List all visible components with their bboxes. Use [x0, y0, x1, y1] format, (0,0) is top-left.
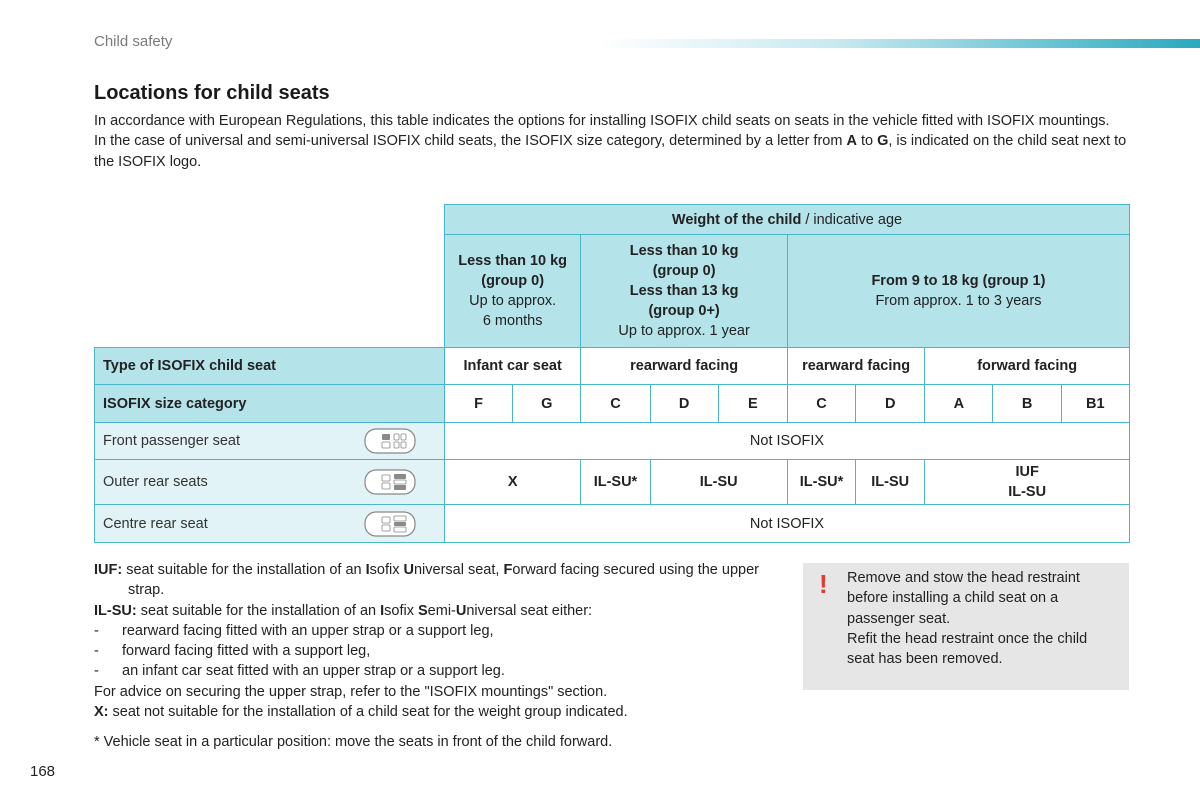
warning-text-2: Refit the head restraint once the child seat has been removed.: [847, 630, 1088, 668]
dash-glyph: -: [94, 622, 99, 639]
section-label: Child safety: [94, 33, 173, 50]
group-0-line-1: Less than 10 kg: [458, 253, 568, 269]
size-cell: D: [856, 385, 925, 423]
isofix-table: [94, 204, 1130, 543]
header-gradient-bar: [600, 39, 1200, 48]
intro-letter-g: G: [877, 133, 889, 150]
intro-text-to: to: [856, 133, 878, 150]
group-header-row: [95, 235, 1130, 348]
type-infant: Infant car seat: [444, 348, 580, 385]
page-number: 168: [30, 763, 56, 780]
note-ilsu-letter-i: I: [380, 602, 385, 619]
front-passenger-value: Not ISOFIX: [444, 423, 1129, 460]
note-advice: For advice on securing the upper strap, refer to the "ISOFIX mountings" section.: [94, 683, 608, 700]
group-1-header: [787, 235, 1129, 348]
car-outer-rear-icon: [364, 469, 416, 495]
intro-letter-a: A: [846, 133, 857, 150]
outer-rear-forward-line-2: IL-SU: [1008, 484, 1047, 500]
size-cell: G: [513, 385, 581, 423]
note-bullet-text: an infant car seat fitted with an upper strap or a support leg.: [122, 663, 505, 680]
group-1-line-1: From 9 to 18 kg (group 1): [871, 273, 1046, 289]
note-bullet: [94, 661, 774, 681]
note-ilsu-text-3: emi-: [427, 602, 456, 619]
outer-rear-label: Outer rear seats: [103, 474, 208, 490]
outer-rear-forward-line-1: IUF: [1015, 464, 1039, 480]
outer-rear-size-de: IL-SU: [650, 460, 787, 505]
dash-glyph: -: [94, 663, 99, 680]
group-0plus-line-1: Less than 10 kg: [629, 243, 739, 259]
note-iuf-key: IUF:: [94, 562, 123, 578]
type-row-label: Type of ISOFIX child seat: [95, 348, 445, 385]
outer-rear-row: [95, 460, 1130, 505]
note-ilsu-letter-s: S: [418, 602, 428, 619]
group-0-line-4: 6 months: [482, 313, 543, 329]
note-iuf-text-2: sofix: [369, 562, 404, 578]
size-cell: B: [993, 385, 1061, 423]
warning-box: [803, 563, 1129, 690]
exclamation-icon: !: [819, 569, 828, 599]
size-cell: E: [718, 385, 787, 423]
note-x-text: seat not suitable for the installation of a child seat for the weight group indicated.: [108, 704, 628, 721]
note-iuf-text-1: seat suitable for the installation of an: [122, 562, 366, 578]
legend-notes: [94, 560, 774, 722]
warning-text-1: Remove and stow the head restraint before installing a child seat on a passenger seat.: [847, 570, 1080, 627]
outer-rear-label-cell: [95, 460, 445, 505]
group-0plus-line-3: Less than 13 kg: [629, 283, 739, 299]
blank-cell: [95, 205, 445, 235]
size-cell: F: [444, 385, 512, 423]
note-bullet: [94, 621, 774, 641]
weight-header-row: [95, 205, 1130, 235]
size-cell: C: [787, 385, 855, 423]
size-cell: B1: [1061, 385, 1129, 423]
note-ilsu-text-2: sofix: [384, 602, 418, 619]
group-0-header: [444, 235, 580, 348]
note-bullet-text: rearward facing fitted with an upper strap or a support leg,: [122, 622, 494, 639]
type-rearward-group1: rearward facing: [787, 348, 924, 385]
group-0plus-line-5: Up to approx. 1 year: [618, 323, 750, 339]
intro-text: [94, 111, 1134, 172]
size-row-label: ISOFIX size category: [95, 385, 445, 423]
front-passenger-label: Front passenger seat: [103, 433, 241, 449]
note-iuf-letter-i: I: [365, 562, 370, 578]
type-row: [95, 348, 1130, 385]
front-passenger-row: [95, 423, 1130, 460]
size-row: [95, 385, 1130, 423]
dash-glyph: -: [94, 643, 99, 660]
note-iuf-letter-u: U: [403, 562, 414, 578]
outer-rear-forward: [925, 460, 1130, 505]
note-iuf-letter-f: F: [503, 562, 513, 578]
intro-text-b: , is indicated on the child seat next to the ISOFIX logo.: [94, 133, 1127, 170]
group-0plus-header: [581, 235, 788, 348]
note-ilsu-letter-u: U: [455, 602, 467, 619]
note-ilsu-text-4: niversal seat either:: [466, 602, 593, 619]
intro-paragraph-2: [94, 131, 1134, 172]
page-title: Locations for child seats: [94, 82, 330, 104]
note-ilsu-key: IL-SU:: [94, 602, 137, 619]
outer-rear-infant: X: [444, 460, 580, 505]
weight-header-rest: / indicative age: [801, 211, 903, 228]
note-x: [94, 702, 774, 722]
group-0plus-line-2: (group 0): [652, 263, 716, 279]
type-forward: forward facing: [925, 348, 1130, 385]
note-ilsu: [94, 601, 774, 621]
car-centre-rear-icon: [364, 511, 416, 537]
group-0plus-line-4: (group 0+): [648, 303, 720, 319]
note-ilsu-text-1: seat suitable for the installation of an: [136, 602, 381, 619]
outer-rear-size-c: IL-SU*: [581, 460, 650, 505]
size-cell: D: [650, 385, 718, 423]
note-iuf-text-4: orward facing secured using the upper strap.: [128, 562, 759, 599]
centre-rear-row: [95, 505, 1130, 543]
group-1-line-2: From approx. 1 to 3 years: [875, 293, 1042, 309]
front-passenger-label-cell: [95, 423, 445, 460]
car-front-seat-icon: [364, 428, 416, 454]
intro-paragraph-1: In accordance with European Regulations, this table indicates the options for installing ISOFIX child seats on seats in the vehicle fitted with ISOFIX mountings.: [94, 113, 1110, 129]
note-x-key: X:: [94, 704, 109, 721]
warning-text: [847, 568, 1117, 669]
footnote: * Vehicle seat in a particular position: move the seats in front of the child forward.: [94, 734, 613, 750]
weight-header-bold: Weight of the child: [671, 211, 802, 228]
note-iuf: [94, 560, 774, 601]
centre-rear-value: Not ISOFIX: [444, 505, 1129, 543]
outer-rear-group1-c: IL-SU*: [787, 460, 855, 505]
note-bullet-text: forward facing fitted with a support leg,: [122, 643, 371, 660]
intro-text-a: In the case of universal and semi-universal ISOFIX child seats, the ISOFIX size category, determined by a letter from: [94, 133, 847, 150]
note-iuf-text-3: niversal seat,: [413, 562, 504, 578]
centre-rear-label-cell: [95, 505, 445, 543]
centre-rear-label: Centre rear seat: [103, 515, 208, 532]
weight-header: [444, 205, 1129, 235]
type-rearward-group0plus: rearward facing: [581, 348, 788, 385]
note-bullet: [94, 641, 774, 661]
outer-rear-group1-d: IL-SU: [856, 460, 925, 505]
blank-cell: [95, 235, 445, 348]
size-cell: C: [581, 385, 650, 423]
size-cell: A: [925, 385, 993, 423]
group-0-line-2: (group 0): [481, 273, 545, 289]
group-0-line-3: Up to approx.: [469, 293, 557, 309]
